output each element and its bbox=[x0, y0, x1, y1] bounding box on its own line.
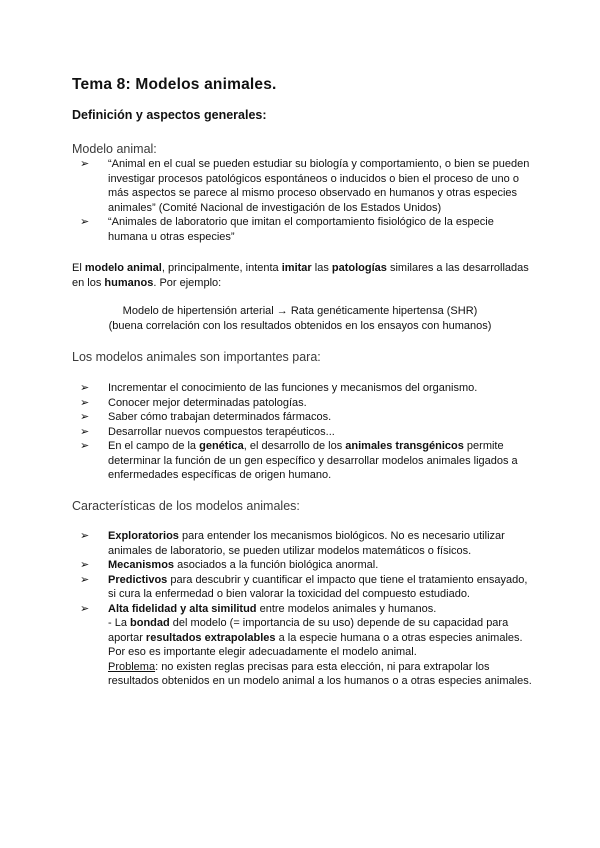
list-item bbox=[72, 215, 532, 244]
list-item-text: Saber cómo trabajan determinados fármacos. bbox=[108, 411, 332, 423]
section-subtitle: Definición y aspectos generales: bbox=[72, 108, 267, 122]
list-item-text: , el desarrollo de los bbox=[243, 440, 346, 452]
intro-text: similares a las desarrolladas en los bbox=[72, 262, 529, 289]
term-exploratorios: Exploratorios bbox=[108, 530, 179, 542]
list-item bbox=[72, 396, 532, 411]
list-item bbox=[72, 425, 532, 440]
heading-importantes: Los modelos animales son importantes para: bbox=[72, 350, 321, 364]
heading-modelo-animal: Modelo animal: bbox=[72, 142, 157, 156]
arrow-bullet-icon: ➢ bbox=[80, 382, 90, 394]
list-item bbox=[72, 157, 532, 215]
intro-bold: modelo animal bbox=[84, 262, 162, 274]
intro-bold: patologías bbox=[331, 262, 387, 274]
intro-bold: humanos bbox=[104, 276, 154, 289]
definition-text-1: “Animal en el cual se pueden estudiar su biología y comportamiento, o bien se pueden investigar procesos patológicos espontáneos o inducidos o bien el proceso de uno o más aspectos se parece al mismo proceso observado en humanos y otras especies animales” (Comité Nacional de investigación de los Estados Unidos) bbox=[108, 158, 530, 214]
arrow-bullet-icon: ➢ bbox=[80, 602, 90, 615]
term-predictivos: Predictivos bbox=[108, 573, 168, 586]
list-item-text: permite determinar la función de un gen específico y desarrollar modelos animales ligados a enfermedades específicas de origen humano. bbox=[108, 440, 518, 481]
list-item bbox=[72, 381, 532, 396]
list-item bbox=[72, 410, 532, 425]
list-item bbox=[72, 529, 532, 558]
list-item bbox=[72, 439, 532, 483]
list-item-text: a la especie humana o a otras especies animales. Por eso es importante elegir adecuadamente el modelo animal. bbox=[108, 631, 523, 658]
arrow-bullet-icon: ➢ bbox=[80, 530, 90, 542]
arrow-bullet-icon: ➢ bbox=[80, 411, 90, 423]
problem-label: Problema bbox=[108, 660, 156, 673]
intro-text: las bbox=[311, 262, 332, 274]
heading-caracteristicas: Características de los modelos animales: bbox=[72, 499, 300, 513]
intro-text: , principalmente, intenta bbox=[161, 262, 282, 274]
list-item-text: entre modelos animales y humanos. bbox=[256, 602, 437, 615]
arrow-bullet-icon: ➢ bbox=[80, 158, 90, 170]
arrow-bullet-icon: ➢ bbox=[80, 573, 90, 586]
document-title: Tema 8: Modelos animales. bbox=[72, 76, 277, 93]
list-item-text: para descubrir y cuantificar el impacto que tiene el tratamiento ensayado, si cura la enfermedad o bien valorar la toxicidad del compuesto estudiado. bbox=[108, 573, 528, 600]
list-item-text: Incrementar el conocimiento de las funciones y mecanismos del organismo. bbox=[108, 382, 478, 394]
intro-text: El bbox=[72, 262, 85, 274]
list-item-text: del modelo (= importancia de su uso) depende de su capacidad para aportar bbox=[108, 617, 509, 644]
arrow-bullet-icon: ➢ bbox=[80, 396, 90, 409]
characteristics-list bbox=[72, 529, 532, 689]
list-item bbox=[72, 558, 532, 573]
intro-text: . Por ejemplo: bbox=[153, 276, 222, 289]
intro-paragraph bbox=[72, 261, 542, 290]
term-resultados-extrapolables: resultados extrapolables bbox=[145, 631, 276, 644]
list-item-text: Conocer mejor determinadas patologías. bbox=[108, 396, 307, 409]
example-line-1: Modelo de hipertensión arterial → Rata genéticamente hipertensa (SHR) bbox=[122, 305, 478, 317]
arrow-bullet-icon: ➢ bbox=[80, 216, 90, 228]
example-line-2: (buena correlación con los resultados obtenidos en los ensayos con humanos) bbox=[108, 320, 492, 332]
term-fidelidad: Alta fidelidad y alta similitud bbox=[108, 602, 257, 615]
list-item-bold: genética bbox=[199, 440, 244, 452]
list-item-text: En el campo de la bbox=[108, 440, 200, 452]
term-mecanismos: Mecanismos bbox=[108, 559, 175, 571]
list-item-text: asociados a la función biológica anormal. bbox=[174, 559, 379, 571]
arrow-bullet-icon: ➢ bbox=[80, 559, 90, 571]
list-item-text: - La bbox=[108, 617, 131, 629]
arrow-bullet-icon: ➢ bbox=[80, 440, 90, 452]
definition-text-2: “Animales de laboratorio que imitan el comportamiento fisiológico de la especie humana u otras especies” bbox=[108, 216, 494, 243]
intro-bold: imitar bbox=[281, 262, 312, 274]
importance-list bbox=[72, 381, 532, 483]
arrow-bullet-icon: ➢ bbox=[80, 425, 90, 438]
list-item-bold: animales transgénicos bbox=[345, 440, 464, 452]
problem-text: : no existen reglas precisas para esta elección, ni para extrapolar los resultados obtenidos en un modelo animal a los humanos o a otras especies animales. bbox=[108, 660, 532, 687]
list-item-text: Desarrollar nuevos compuestos terapéuticos... bbox=[108, 425, 335, 438]
term-bondad: bondad bbox=[130, 617, 170, 629]
list-item bbox=[72, 602, 532, 689]
list-item bbox=[72, 573, 532, 602]
list-item-text: para entender los mecanismos biológicos. No es necesario utilizar animales de laboratorio, se pueden utilizar modelos matemáticos o físicos. bbox=[108, 530, 505, 557]
definition-list bbox=[72, 157, 532, 244]
